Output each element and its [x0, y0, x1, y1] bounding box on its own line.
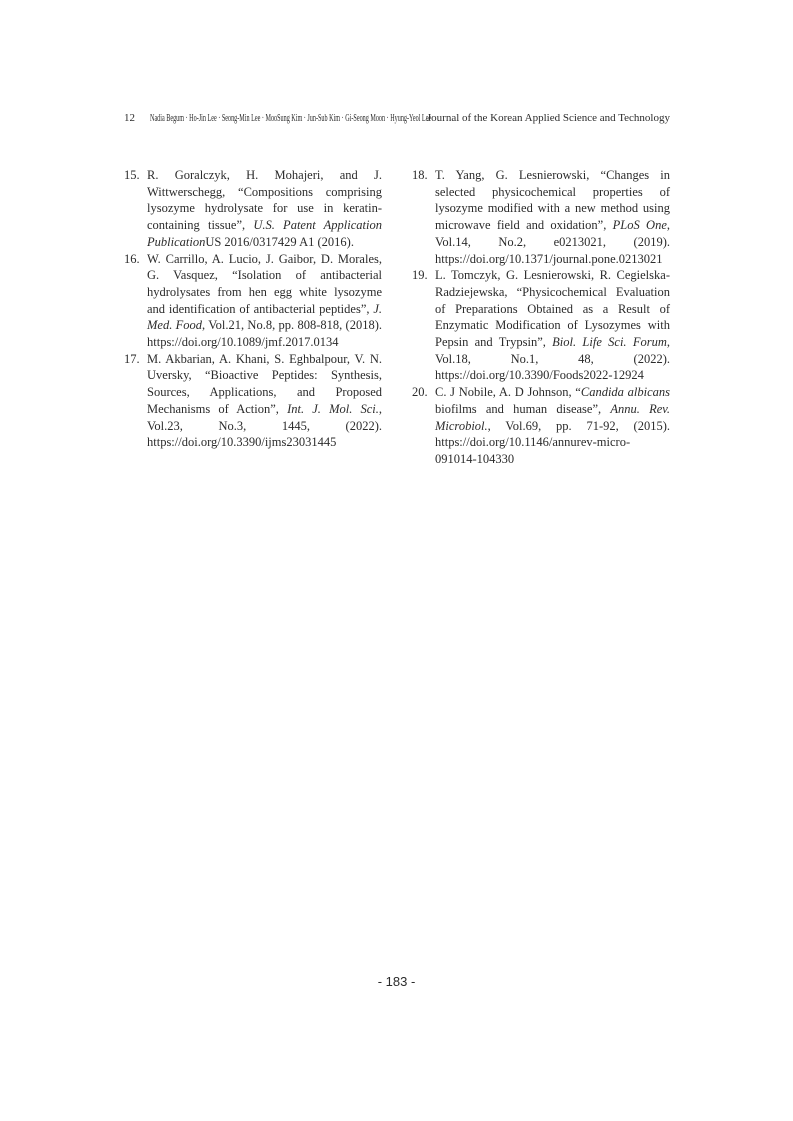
reference-16	[124, 251, 382, 351]
reference-source: Annu. Rev. Microbiol.	[435, 401, 671, 433]
reference-number: 20.	[412, 385, 428, 400]
reference-details: , Vol.23, No.3, 1445, (2022). https://doi.org/10.3390/ijms23031445	[147, 401, 383, 450]
reference-text: R. Goralczyk, H. Mohajeri, and J. Wittwerschegg, “Compositions comprising lysozyme hydrolysate for use in keratin-containing tissue”,	[147, 168, 382, 233]
references-column-right	[412, 167, 670, 468]
reference-text: C. J Nobile, A. D Johnson, “	[435, 385, 581, 400]
reference-number: 17.	[124, 351, 140, 366]
reference-title-rest: biofilms and human disease”,	[435, 401, 602, 416]
reference-number: 15.	[124, 168, 140, 182]
reference-15	[124, 167, 382, 251]
reference-20	[412, 384, 670, 468]
page-number: - 183 -	[377, 974, 416, 989]
reference-species: Candida albicans	[580, 385, 671, 400]
reference-source: U.S. Patent Application Publication	[147, 218, 382, 249]
reference-number: 19.	[412, 268, 428, 283]
reference-source: Biol. Life Sci. Forum	[552, 335, 667, 350]
header-authors: Nadia Begum · Ho-Jin Lee · Seong-Min Lee · MooSung Kim · Jun-Sub Kim · Gi-Seong Moon · Hyung-Yeol Lee	[150, 112, 432, 124]
reference-number: 16.	[124, 251, 140, 266]
running-head	[124, 110, 670, 126]
reference-source: PLoS One	[612, 218, 667, 233]
reference-18	[412, 167, 670, 267]
reference-details: US 2016/0317429 A1 (2016).	[205, 234, 354, 249]
reference-17	[124, 351, 382, 451]
reference-details: , Vol.14, No.2, e0213021, (2019). https://doi.org/10.1371/journal.pone.0213021	[435, 218, 671, 266]
reference-details: , Vol.21, No.8, pp. 808-818, (2018). https://doi.org/10.1089/jmf.2017.0134	[147, 318, 382, 350]
reference-text: W. Carrillo, A. Lucio, J. Gaibor, D. Morales, G. Vasquez, “Isolation of antibacterial hydrolysates from hen egg white lysozyme and identification of antibacterial peptides”,	[147, 251, 382, 316]
reference-number: 18.	[412, 168, 428, 182]
references-column-left	[124, 167, 382, 451]
header-journal-title: Journal of the Korean Applied Science and Technology	[426, 112, 670, 124]
reference-text: L. Tomczyk, G. Lesnierowski, R. Cegielska-Radziejewska, “Physicochemical Evaluation of Preparations Obtained as a Result of Enzymatic Modification of Lysozymes with Pepsin and Trypsin”,	[435, 268, 670, 350]
reference-source: Int. J. Mol. Sci.	[287, 401, 379, 416]
reference-text: T. Yang, G. Lesnierowski, “Changes in selected physicochemical properties of lysozyme modified with a new method using microwave field and oxidation”,	[435, 168, 670, 233]
reference-source: J. Med. Food	[147, 301, 383, 333]
reference-details: , Vol.69, pp. 71-92, (2015). https://doi.org/10.1146/annurev-micro-091014-104330	[435, 418, 670, 466]
reference-text: M. Akbarian, A. Khani, S. Eghbalpour, V. N. Uversky, “Bioactive Peptides: Synthesis, Sources, Applications, and Proposed Mechanisms of Action”,	[147, 351, 382, 416]
reference-details: , Vol.18, No.1, 48, (2022). https://doi.org/10.3390/Foods2022-12924	[435, 335, 671, 383]
header-page-number: 12	[124, 112, 135, 124]
reference-19	[412, 267, 670, 384]
